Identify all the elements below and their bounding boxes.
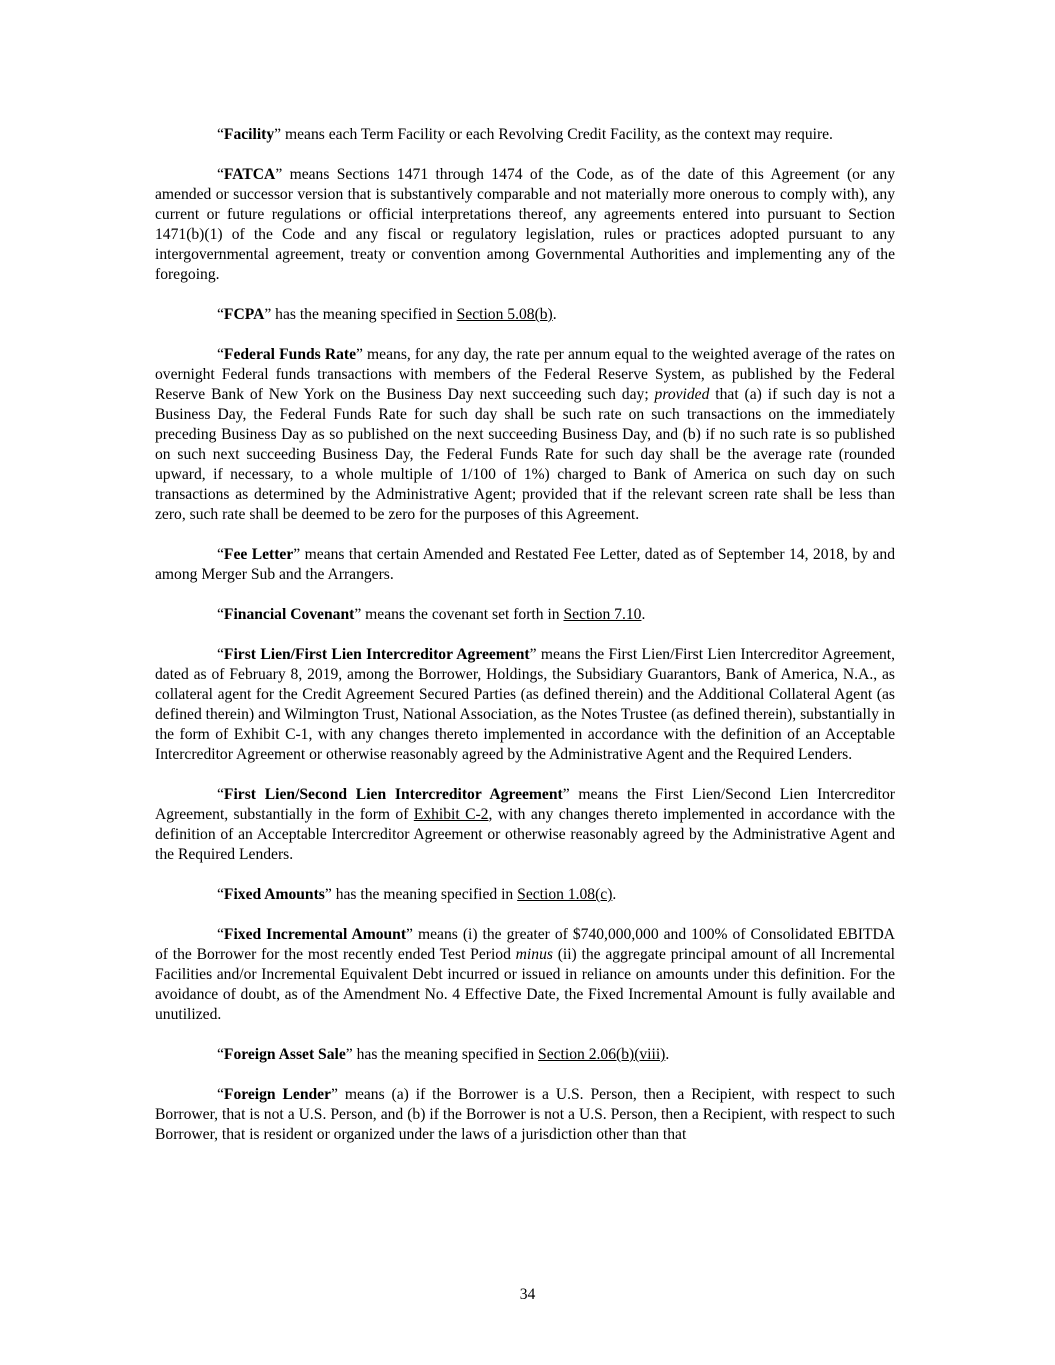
definition-financial-covenant: “Financial Covenant” means the covenant set forth in Section 7.10.	[217, 606, 646, 623]
page-body	[155, 125, 895, 1165]
section-reference: Section 1.08(c)	[517, 886, 613, 903]
page-number: 34	[519, 1286, 536, 1303]
definition-foreign-asset-sale: “Foreign Asset Sale” has the meaning specified in Section 2.06(b)(viii).	[217, 1046, 670, 1063]
definition-first-lien-first-lien-intercreditor-agreement: “First Lien/First Lien Intercreditor Agreement” means the First Lien/First Lien Intercreditor Agreement, dated as of February 8, 2019, among the Borrower, Holdings, the Subsidiary Guarantors, Bank of America, N.A., as collateral agent for the Credit Agreement Secured Parties (as defined therein) and the Additional Collateral Agent (as defined therein) and Wilmington Trust, National Association, as the Notes Trustee (as defined therein), substantially in the form of Exhibit C-1, with any changes thereto implemented in accordance with the definition of an Acceptable Intercreditor Agreement or otherwise reasonably agreed by the Administrative Agent and the Required Lenders.	[155, 646, 895, 763]
defined-term: Fixed Amounts	[223, 886, 325, 903]
exhibit-reference: Exhibit C-2	[413, 806, 489, 823]
definition-federal-funds-rate: “Federal Funds Rate” means, for any day, the rate per annum equal to the weighted average of the rates on overnight Federal funds transactions with members of the Federal Reserve System, as published by the Federal Reserve Bank of New York on the Business Day next succeeding such day; provided that (a) if such day is not a Business Day, the Federal Funds Rate for such day shall be such rate on such transactions on the immediately preceding Business Day as so published on the next succeeding Business Day, and (b) if no such rate is so published on such next succeeding Business Day, the Federal Funds Rate for such day shall be the average rate (rounded upward, if necessary, to a whole multiple of 1/100 of 1%) charged to Bank of America on such day on such transactions as determined by the Administrative Agent; provided that if the relevant screen rate shall be less than zero, such rate shall be deemed to be zero for the purposes of this Agreement.	[155, 346, 896, 523]
definition-facility: “Facility” means each Term Facility or each Revolving Credit Facility, as the context may require.	[217, 126, 833, 143]
definition-fcpa: “FCPA” has the meaning specified in Section 5.08(b).	[217, 306, 557, 323]
definition-fatca: “FATCA” means Sections 1471 through 1474 of the Code, as of the date of this Agreement (or any amended or successor version that is substantively comparable and not materially more onerous to comply with), any current or future regulations or official interpretations thereof, any agreements entered into pursuant to Section 1471(b)(1) of the Code and any fiscal or regulatory legislation, rules or practices adopted pursuant to any intergovernmental agreement, treaty or convention among Governmental Authorities and implementing any of the foregoing.	[155, 166, 895, 283]
defined-term: FATCA	[223, 166, 276, 183]
definition-foreign-lender: “Foreign Lender” means (a) if the Borrower is a U.S. Person, then a Recipient, with respect to such Borrower, that is not a U.S. Person, and (b) if the Borrower is not a U.S. Person, then a Recipient, with respect to such Borrower, that is resident or organized under the laws of a jurisdiction other than that	[155, 1086, 896, 1143]
defined-term: Foreign Lender	[223, 1086, 332, 1103]
section-reference: Section 7.10	[563, 606, 642, 623]
definition-fixed-incremental-amount: “Fixed Incremental Amount” means (i) the greater of $740,000,000 and 100% of Consolidated EBITDA of the Borrower for the most recently ended Test Period minus (ii) the aggregate principal amount of all Incremental Facilities and/or Incremental Equivalent Debt incurred or issued in reliance on amounts under this definition. For the avoidance of doubt, as of the Amendment No. 4 Effective Date, the Fixed Incremental Amount is fully available and unutilized.	[155, 926, 896, 1023]
defined-term: First Lien/Second Lien Intercreditor Agreement	[223, 786, 563, 803]
defined-term: Financial Covenant	[223, 606, 355, 623]
definition-first-lien-second-lien-intercreditor-agreement: “First Lien/Second Lien Intercreditor Agreement” means the First Lien/Second Lien Intercreditor Agreement, substantially in the form of Exhibit C-2, with any changes thereto implemented in accordance with the definition of an Acceptable Intercreditor Agreement or otherwise reasonably agreed by the Administrative Agent and the Required Lenders.	[155, 786, 895, 863]
defined-term: Fixed Incremental Amount	[223, 926, 407, 943]
definition-fee-letter: “Fee Letter” means that certain Amended and Restated Fee Letter, dated as of September 14, 2018, by and among Merger Sub and the Arrangers.	[155, 546, 895, 583]
defined-term: Federal Funds Rate	[223, 346, 357, 363]
definition-fixed-amounts: “Fixed Amounts” has the meaning specified in Section 1.08(c).	[217, 886, 617, 903]
defined-term: Facility	[223, 126, 275, 143]
defined-term: FCPA	[223, 306, 265, 323]
section-reference: Section 2.06(b)(viii)	[538, 1046, 666, 1063]
defined-term: Foreign Asset Sale	[223, 1046, 346, 1063]
defined-term: Fee Letter	[223, 546, 294, 563]
section-reference: Section 5.08(b)	[456, 306, 553, 323]
defined-term: First Lien/First Lien Intercreditor Agreement	[223, 646, 530, 663]
